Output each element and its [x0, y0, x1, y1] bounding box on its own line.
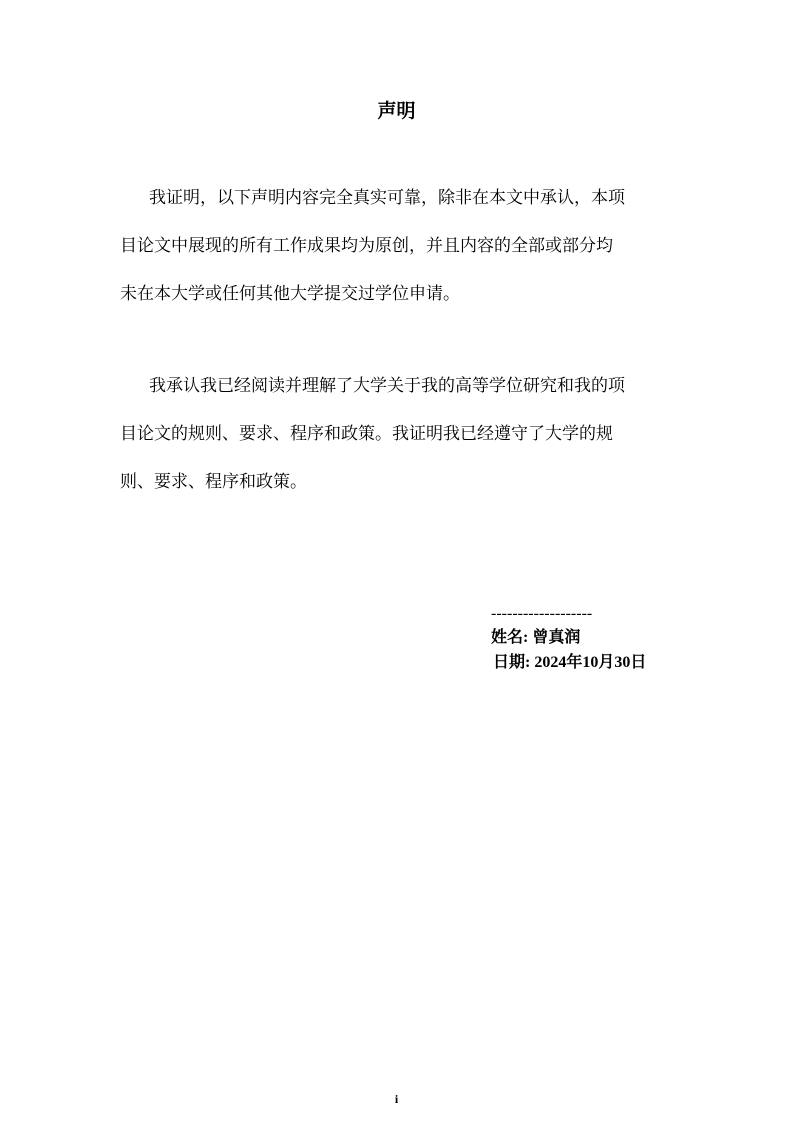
paragraph-line: 则、要求、程序和政策。: [120, 472, 307, 492]
signature-name: 姓名: 曾真润: [491, 629, 581, 646]
signature-line: -------------------: [491, 605, 593, 622]
paragraph-line: 未在本大学或任何其他大学提交过学位申请。: [120, 284, 460, 304]
page-title: 声明: [377, 100, 416, 122]
signature-block: [491, 603, 646, 675]
paragraph-line: 目论文的规则、要求、程序和政策。我证明我已经遵守了大学的规: [120, 424, 613, 444]
signature-date: 日期: 2024年10月30日: [493, 654, 647, 671]
paragraph-line: 我承认我已经阅读并理解了大学关于我的高等学位研究和我的项: [149, 376, 625, 396]
declaration-paragraph-1: [120, 174, 680, 318]
declaration-paragraph-2: [120, 362, 680, 506]
paragraph-line: 我证明，以下声明内容完全真实可靠，除非在本文中承认，本项: [149, 188, 625, 208]
page-number: i: [394, 1092, 399, 1106]
paragraph-line: 目论文中展现的所有工作成果均为原创，并且内容的全部或部分均: [120, 236, 613, 256]
